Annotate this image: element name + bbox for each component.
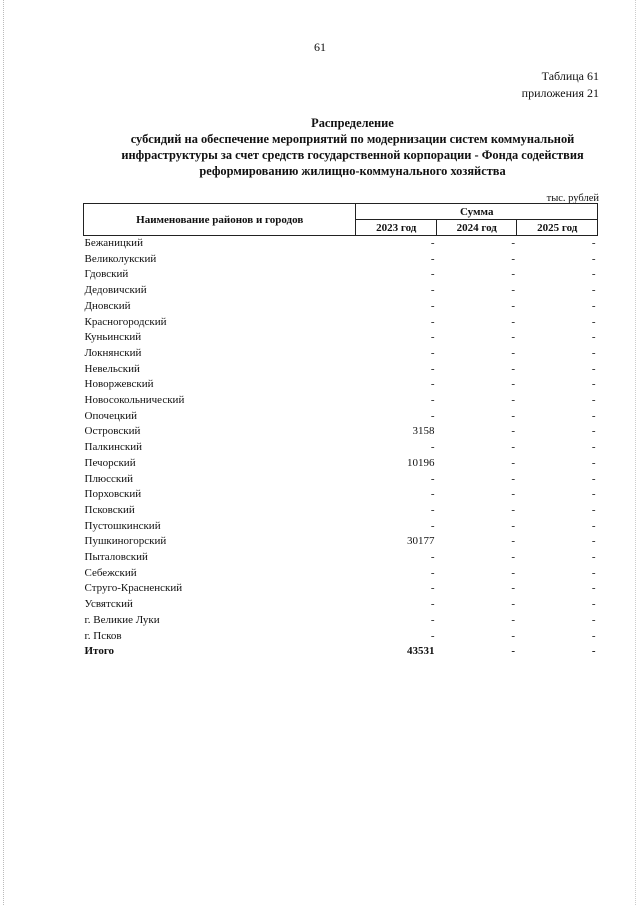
value-2025: - <box>591 409 596 422</box>
value-2025: - <box>591 362 596 375</box>
value-2024: - <box>511 299 515 312</box>
value-2024: - <box>511 456 515 469</box>
table-row <box>84 424 598 440</box>
unit-label: тыс. рублей <box>546 193 599 204</box>
value-2025: - <box>591 472 596 485</box>
value-2024: - <box>511 284 515 297</box>
table-body <box>84 236 598 660</box>
value-2023: - <box>430 394 435 407</box>
district-name: Плюсский <box>84 472 134 485</box>
value-2025: - <box>591 613 596 626</box>
subsidy-table <box>83 203 598 660</box>
value-2025: - <box>591 598 596 611</box>
district-name: Дедовичский <box>84 284 147 297</box>
total-label: Итого <box>84 645 115 658</box>
name-column-header: Наименование районов и городов <box>84 204 356 236</box>
value-2025: - <box>591 425 596 438</box>
document-title <box>60 115 640 179</box>
value-2023: - <box>430 409 435 422</box>
district-name: Дновский <box>84 299 131 312</box>
district-name: Красногородский <box>84 315 167 328</box>
district-name: Пустошкинский <box>84 519 161 532</box>
value-2025: - <box>591 629 596 642</box>
table-row <box>84 346 598 362</box>
district-name: Усвятский <box>84 598 133 611</box>
table-reference <box>522 68 599 102</box>
value-2024: - <box>511 629 515 642</box>
value-2024: - <box>511 488 515 501</box>
value-2025: - <box>591 268 596 281</box>
district-name: Локнянский <box>84 346 142 359</box>
value-2023: - <box>430 613 435 626</box>
table-row <box>84 629 598 645</box>
value-2024: - <box>511 394 515 407</box>
year-2024-header: 2024 год <box>437 220 517 236</box>
value-2023: - <box>430 299 435 312</box>
value-2025: - <box>591 566 596 579</box>
value-2023: - <box>430 378 435 391</box>
year-2025-header: 2025 год <box>517 220 598 236</box>
value-2024: - <box>511 252 515 265</box>
district-name: Великолукский <box>84 252 157 265</box>
value-2025: - <box>591 582 596 595</box>
value-2023: - <box>430 551 435 564</box>
value-2025: - <box>591 488 596 501</box>
title-line-2: субсидий на обеспечение мероприятий по модернизации систем коммунальной <box>130 132 575 146</box>
district-name: Псковский <box>84 503 135 516</box>
value-2023: - <box>430 519 435 532</box>
value-2023: - <box>430 284 435 297</box>
value-2023: - <box>430 346 435 359</box>
table-header <box>84 204 598 236</box>
value-2024: - <box>511 582 515 595</box>
total-2023: 43531 <box>407 645 435 658</box>
table-row <box>84 330 598 346</box>
value-2024: - <box>511 519 515 532</box>
value-2023: - <box>430 598 435 611</box>
table-row <box>84 566 598 582</box>
table-row <box>84 236 598 252</box>
district-name: Печорский <box>84 456 136 469</box>
value-2024: - <box>511 346 515 359</box>
value-2024: - <box>511 237 515 249</box>
value-2024: - <box>511 378 515 391</box>
district-name: Себежский <box>84 566 137 579</box>
appendix-number: приложения 21 <box>521 86 599 100</box>
table-row <box>84 487 598 503</box>
value-2024: - <box>511 362 515 375</box>
year-2023-header: 2023 год <box>356 220 437 236</box>
value-2025: - <box>591 315 596 328</box>
table-row <box>84 252 598 268</box>
value-2023: - <box>430 441 435 454</box>
district-name: Порховский <box>84 488 142 501</box>
value-2025: - <box>591 237 596 249</box>
district-name: Островский <box>84 425 141 438</box>
title-line-4: реформированию жилищно-коммунального хозяйства <box>199 164 506 178</box>
district-name: Пыталовский <box>84 551 148 564</box>
value-2024: - <box>511 535 515 548</box>
value-2025: - <box>591 441 596 454</box>
table-row <box>84 550 598 566</box>
table-row <box>84 299 598 315</box>
value-2025: - <box>591 456 596 469</box>
total-2024: - <box>511 645 515 658</box>
district-name: Пушкиногорский <box>84 535 167 548</box>
table-row <box>84 613 598 629</box>
district-name: Новоржевский <box>84 378 154 391</box>
value-2023: - <box>430 566 435 579</box>
title-line-1: Распределение <box>311 116 394 130</box>
value-2025: - <box>591 252 596 265</box>
table-row <box>84 597 598 613</box>
table-row <box>84 456 598 472</box>
value-2024: - <box>511 409 515 422</box>
table-number: Таблица 61 <box>541 69 599 83</box>
value-2025: - <box>591 331 596 344</box>
value-2023: - <box>430 629 435 642</box>
value-2024: - <box>511 441 515 454</box>
value-2023: - <box>430 237 435 249</box>
district-name: Гдовский <box>84 268 129 281</box>
table-row <box>84 519 598 535</box>
table-row <box>84 534 598 550</box>
value-2023: - <box>430 503 435 516</box>
value-2023: - <box>430 488 435 501</box>
value-2024: - <box>511 503 515 516</box>
value-2024: - <box>511 472 515 485</box>
value-2024: - <box>511 268 515 281</box>
table-row <box>84 409 598 425</box>
table-row <box>84 362 598 378</box>
district-name: Струго-Красненский <box>84 582 183 595</box>
value-2023: 3158 <box>412 425 435 438</box>
table-row <box>84 377 598 393</box>
value-2025: - <box>591 378 596 391</box>
table-row <box>84 472 598 488</box>
value-2024: - <box>511 331 515 344</box>
value-2024: - <box>511 425 515 438</box>
table-row <box>84 283 598 299</box>
table-row <box>84 393 598 409</box>
district-name: г. Псков <box>84 629 122 642</box>
value-2024: - <box>511 315 515 328</box>
value-2023: 30177 <box>407 535 435 548</box>
district-name: г. Великие Луки <box>84 613 160 626</box>
value-2023: - <box>430 362 435 375</box>
value-2024: - <box>511 566 515 579</box>
district-name: Новосокольнический <box>84 394 185 407</box>
value-2025: - <box>591 503 596 516</box>
title-line-3: инфраструктуры за счет средств государственной корпорации - Фонда содействия <box>121 148 584 162</box>
total-2025: - <box>591 645 596 658</box>
table-row <box>84 315 598 331</box>
value-2023: 10196 <box>407 456 435 469</box>
header-row-1 <box>84 204 598 220</box>
district-name: Бежаницкий <box>84 237 143 249</box>
value-2024: - <box>511 551 515 564</box>
scan-edge-left <box>3 0 5 905</box>
district-name: Куньинский <box>84 331 142 344</box>
value-2025: - <box>591 535 596 548</box>
district-name: Палкинский <box>84 441 143 454</box>
value-2023: - <box>430 472 435 485</box>
value-2025: - <box>591 394 596 407</box>
table-row <box>84 440 598 456</box>
value-2024: - <box>511 613 515 626</box>
value-2023: - <box>430 315 435 328</box>
value-2025: - <box>591 519 596 532</box>
value-2025: - <box>591 346 596 359</box>
value-2025: - <box>591 299 596 312</box>
value-2023: - <box>430 582 435 595</box>
value-2025: - <box>591 551 596 564</box>
value-2023: - <box>430 252 435 265</box>
value-2025: - <box>591 284 596 297</box>
sum-column-header: Сумма <box>356 204 598 220</box>
table-row <box>84 267 598 283</box>
table-row <box>84 581 598 597</box>
district-name: Невельский <box>84 362 140 375</box>
value-2023: - <box>430 268 435 281</box>
table-row <box>84 503 598 519</box>
total-row <box>84 644 598 660</box>
page-number: 61 <box>314 40 326 54</box>
value-2024: - <box>511 598 515 611</box>
value-2023: - <box>430 331 435 344</box>
district-name: Опочецкий <box>84 409 137 422</box>
